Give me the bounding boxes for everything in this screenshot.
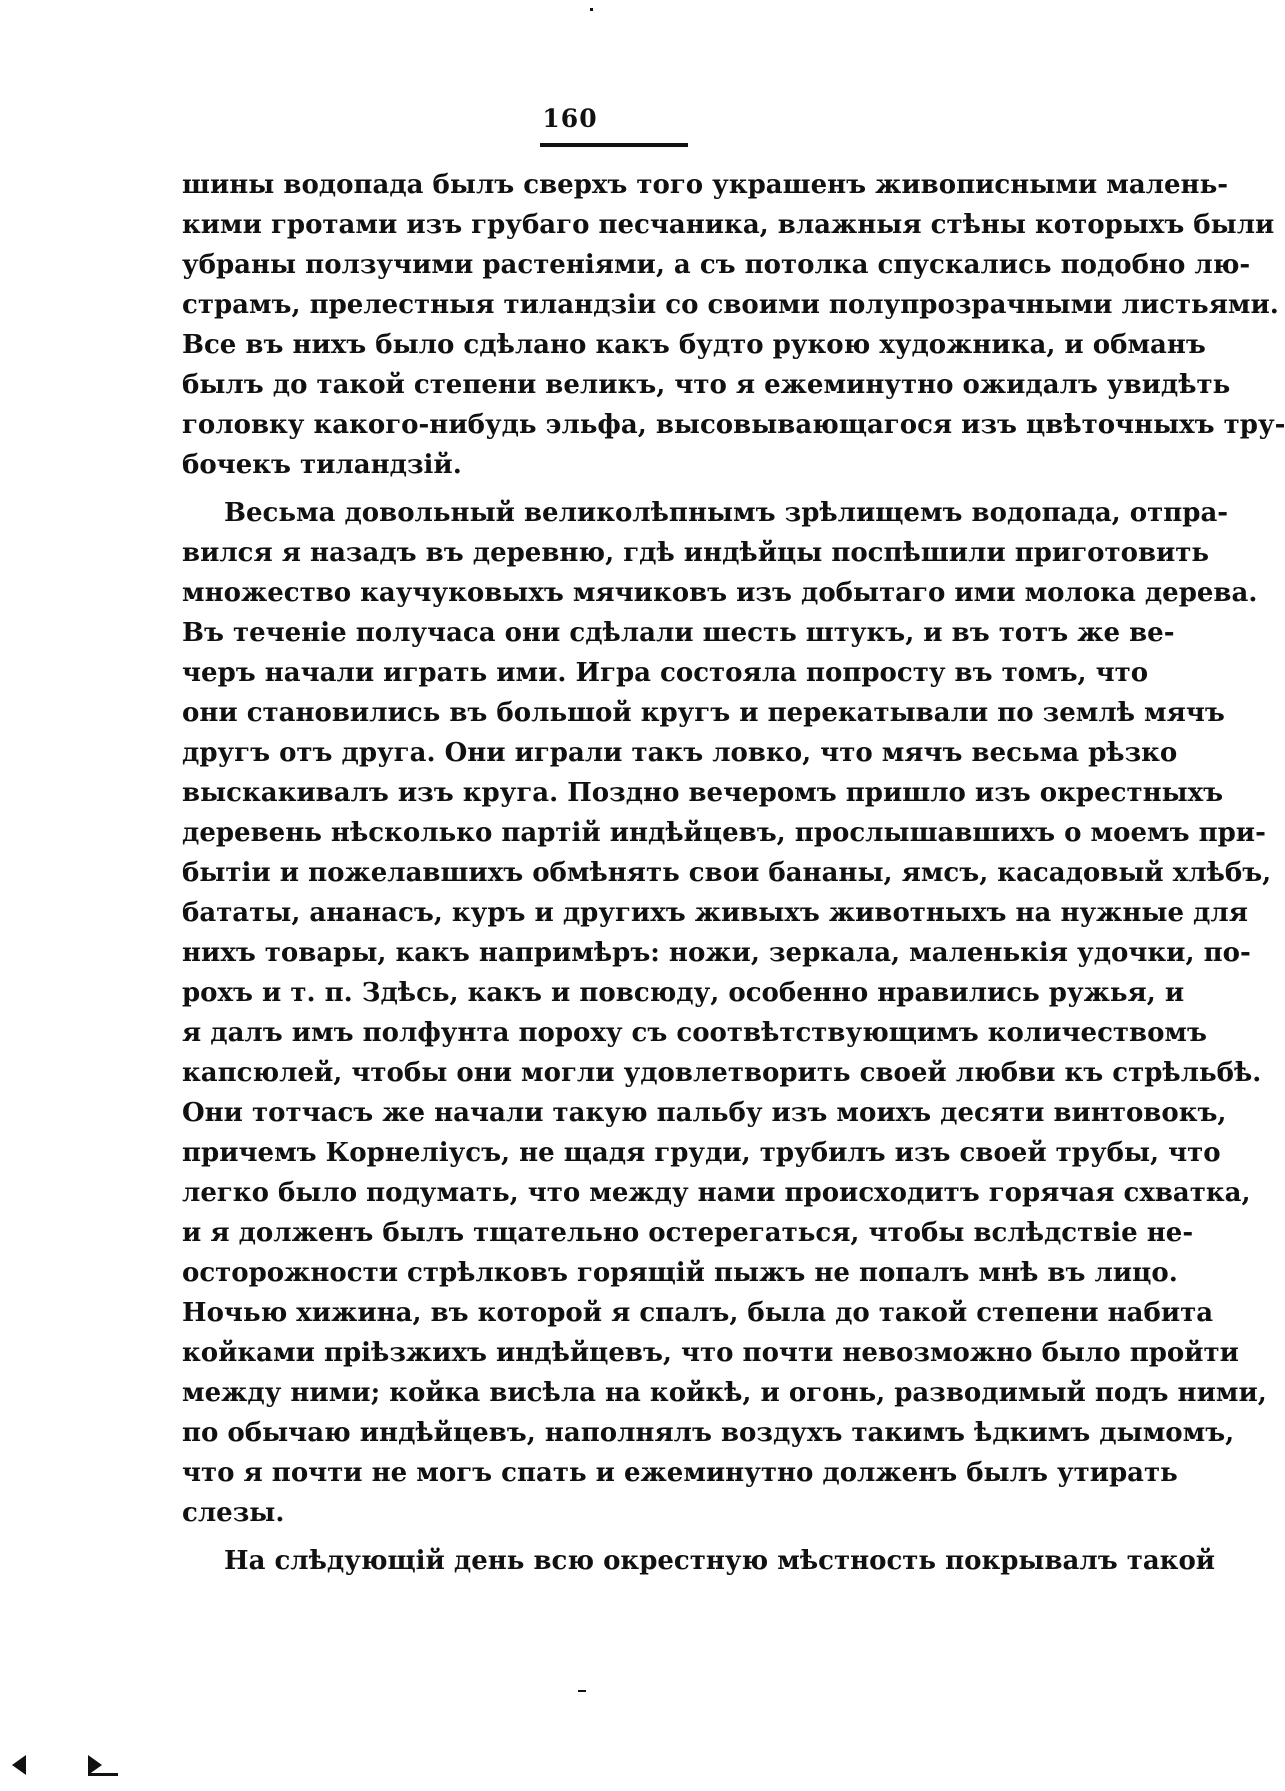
text-line: рохъ и т. п. Здѣсь, какъ и повсюду, особенно нравились ружья, и (182, 978, 1185, 1008)
text-line: На слѣдующій день всю окрестную мѣстность покрывалъ такой (224, 1546, 1216, 1576)
text-line: легко было подумать, что между нами происходитъ горячая схватка, (182, 1178, 1251, 1208)
text-line: Въ теченіе получаса они сдѣлали шесть штукъ, и въ тотъ же ве- (182, 618, 1175, 648)
text-line: былъ до такой степени великъ, что я ежеминутно ожидалъ увидѣть (182, 370, 1231, 400)
page-number: 160 (542, 104, 598, 133)
text-line: койками пріѣзжихъ индѣйцевъ, что почти невозможно было пройти (182, 1338, 1239, 1368)
text-line: кими гротами изъ грубаго песчаника, влажныя стѣны которыхъ были (182, 210, 1275, 240)
corner-mark-left-icon (12, 1755, 26, 1775)
text-line: множество каучуковыхъ мячиковъ изъ добытаго ими молока дерева. (182, 578, 1258, 608)
text-line: Весьма довольный великолѣпнымъ зрѣлищемъ водопада, отпра- (224, 498, 1229, 528)
text-line: причемъ Корнеліусъ, не щадя груди, трубилъ изъ своей трубы, что (182, 1138, 1221, 1168)
text-line: что я почти не могъ спать и ежеминутно долженъ былъ утирать (182, 1458, 1178, 1488)
text-line: шины водопада былъ сверхъ того украшенъ живописными малень- (182, 170, 1229, 200)
text-line: Они тотчасъ же начали такую пальбу изъ моихъ десяти винтовокъ, (182, 1098, 1227, 1128)
scan-speck-top (590, 8, 593, 11)
text-line: головку какого-нибудь эльфа, высовывающагося изъ цвѣточныхъ тру- (182, 410, 1285, 440)
text-line: деревень нѣсколько партій индѣйцевъ, прослышавшихъ о моемъ при- (182, 818, 1266, 848)
paragraph (182, 1541, 1216, 1581)
text-line: бататы, ананасъ, куръ и другихъ живыхъ животныхъ на нужные для (182, 898, 1248, 928)
text-line: другъ отъ друга. Они играли такъ ловко, что мячъ весьма рѣзко (182, 738, 1178, 768)
page-number-rule (540, 143, 688, 147)
text-line: бытіи и пожелавшихъ обмѣнять свои бананы, ямсъ, касадовый хлѣбъ, (182, 858, 1272, 888)
text-line: и я долженъ былъ тщательно остерегаться, чтобы вслѣдствіе не- (182, 1218, 1194, 1248)
text-line: вился я назадъ въ деревню, гдѣ индѣйцы поспѣшили приготовить (182, 538, 1210, 568)
text-line: Все въ нихъ было сдѣлано какъ будто рукою художника, и обманъ (182, 330, 1206, 360)
text-line: нихъ товары, какъ напримѣръ: ножи, зеркала, маленькія удочки, по- (182, 938, 1251, 968)
text-line: страмъ, прелестныя тиландзіи со своими полупрозрачными листьями. (182, 290, 1279, 320)
paragraph (182, 493, 1272, 1533)
text-line: они становились въ большой кругъ и перекатывали по землѣ мячъ (182, 698, 1225, 728)
paragraph-gap (182, 485, 1062, 493)
corner-mark-right-icon (88, 1755, 102, 1775)
text-line: по обычаю индѣйцевъ, наполнялъ воздухъ такимъ ѣдкимъ дымомъ, (182, 1418, 1235, 1448)
text-line: капсюлей, чтобы они могли удовлетворить своей любви къ стрѣльбѣ. (182, 1058, 1262, 1088)
text-line: осторожности стрѣлковъ горящій пыжъ не попалъ мнѣ въ лицо. (182, 1258, 1178, 1288)
paragraph-gap (182, 1533, 1062, 1541)
text-line: я далъ имъ полфунта пороху съ соотвѣтствующимъ количествомъ (182, 1018, 1207, 1048)
text-line: слезы. (182, 1498, 285, 1528)
text-line: черъ начали играть ими. Игра состояла попросту въ томъ, что (182, 658, 1149, 688)
text-body (182, 165, 1285, 1581)
scan-speck-bottom (578, 1690, 586, 1692)
text-line: Ночью хижина, въ которой я спалъ, была до такой степени набита (182, 1298, 1214, 1328)
text-line: между ними; койка висѣла на койкѣ, и огонь, разводимый подъ ними, (182, 1378, 1267, 1408)
text-line: убраны ползучими растеніями, а съ потолка спускались подобно лю- (182, 250, 1251, 280)
text-line: бочекъ тиландзій. (182, 450, 462, 480)
paragraph (182, 165, 1285, 485)
text-line: выскакивалъ изъ круга. Поздно вечеромъ пришло изъ окрестныхъ (182, 778, 1224, 808)
